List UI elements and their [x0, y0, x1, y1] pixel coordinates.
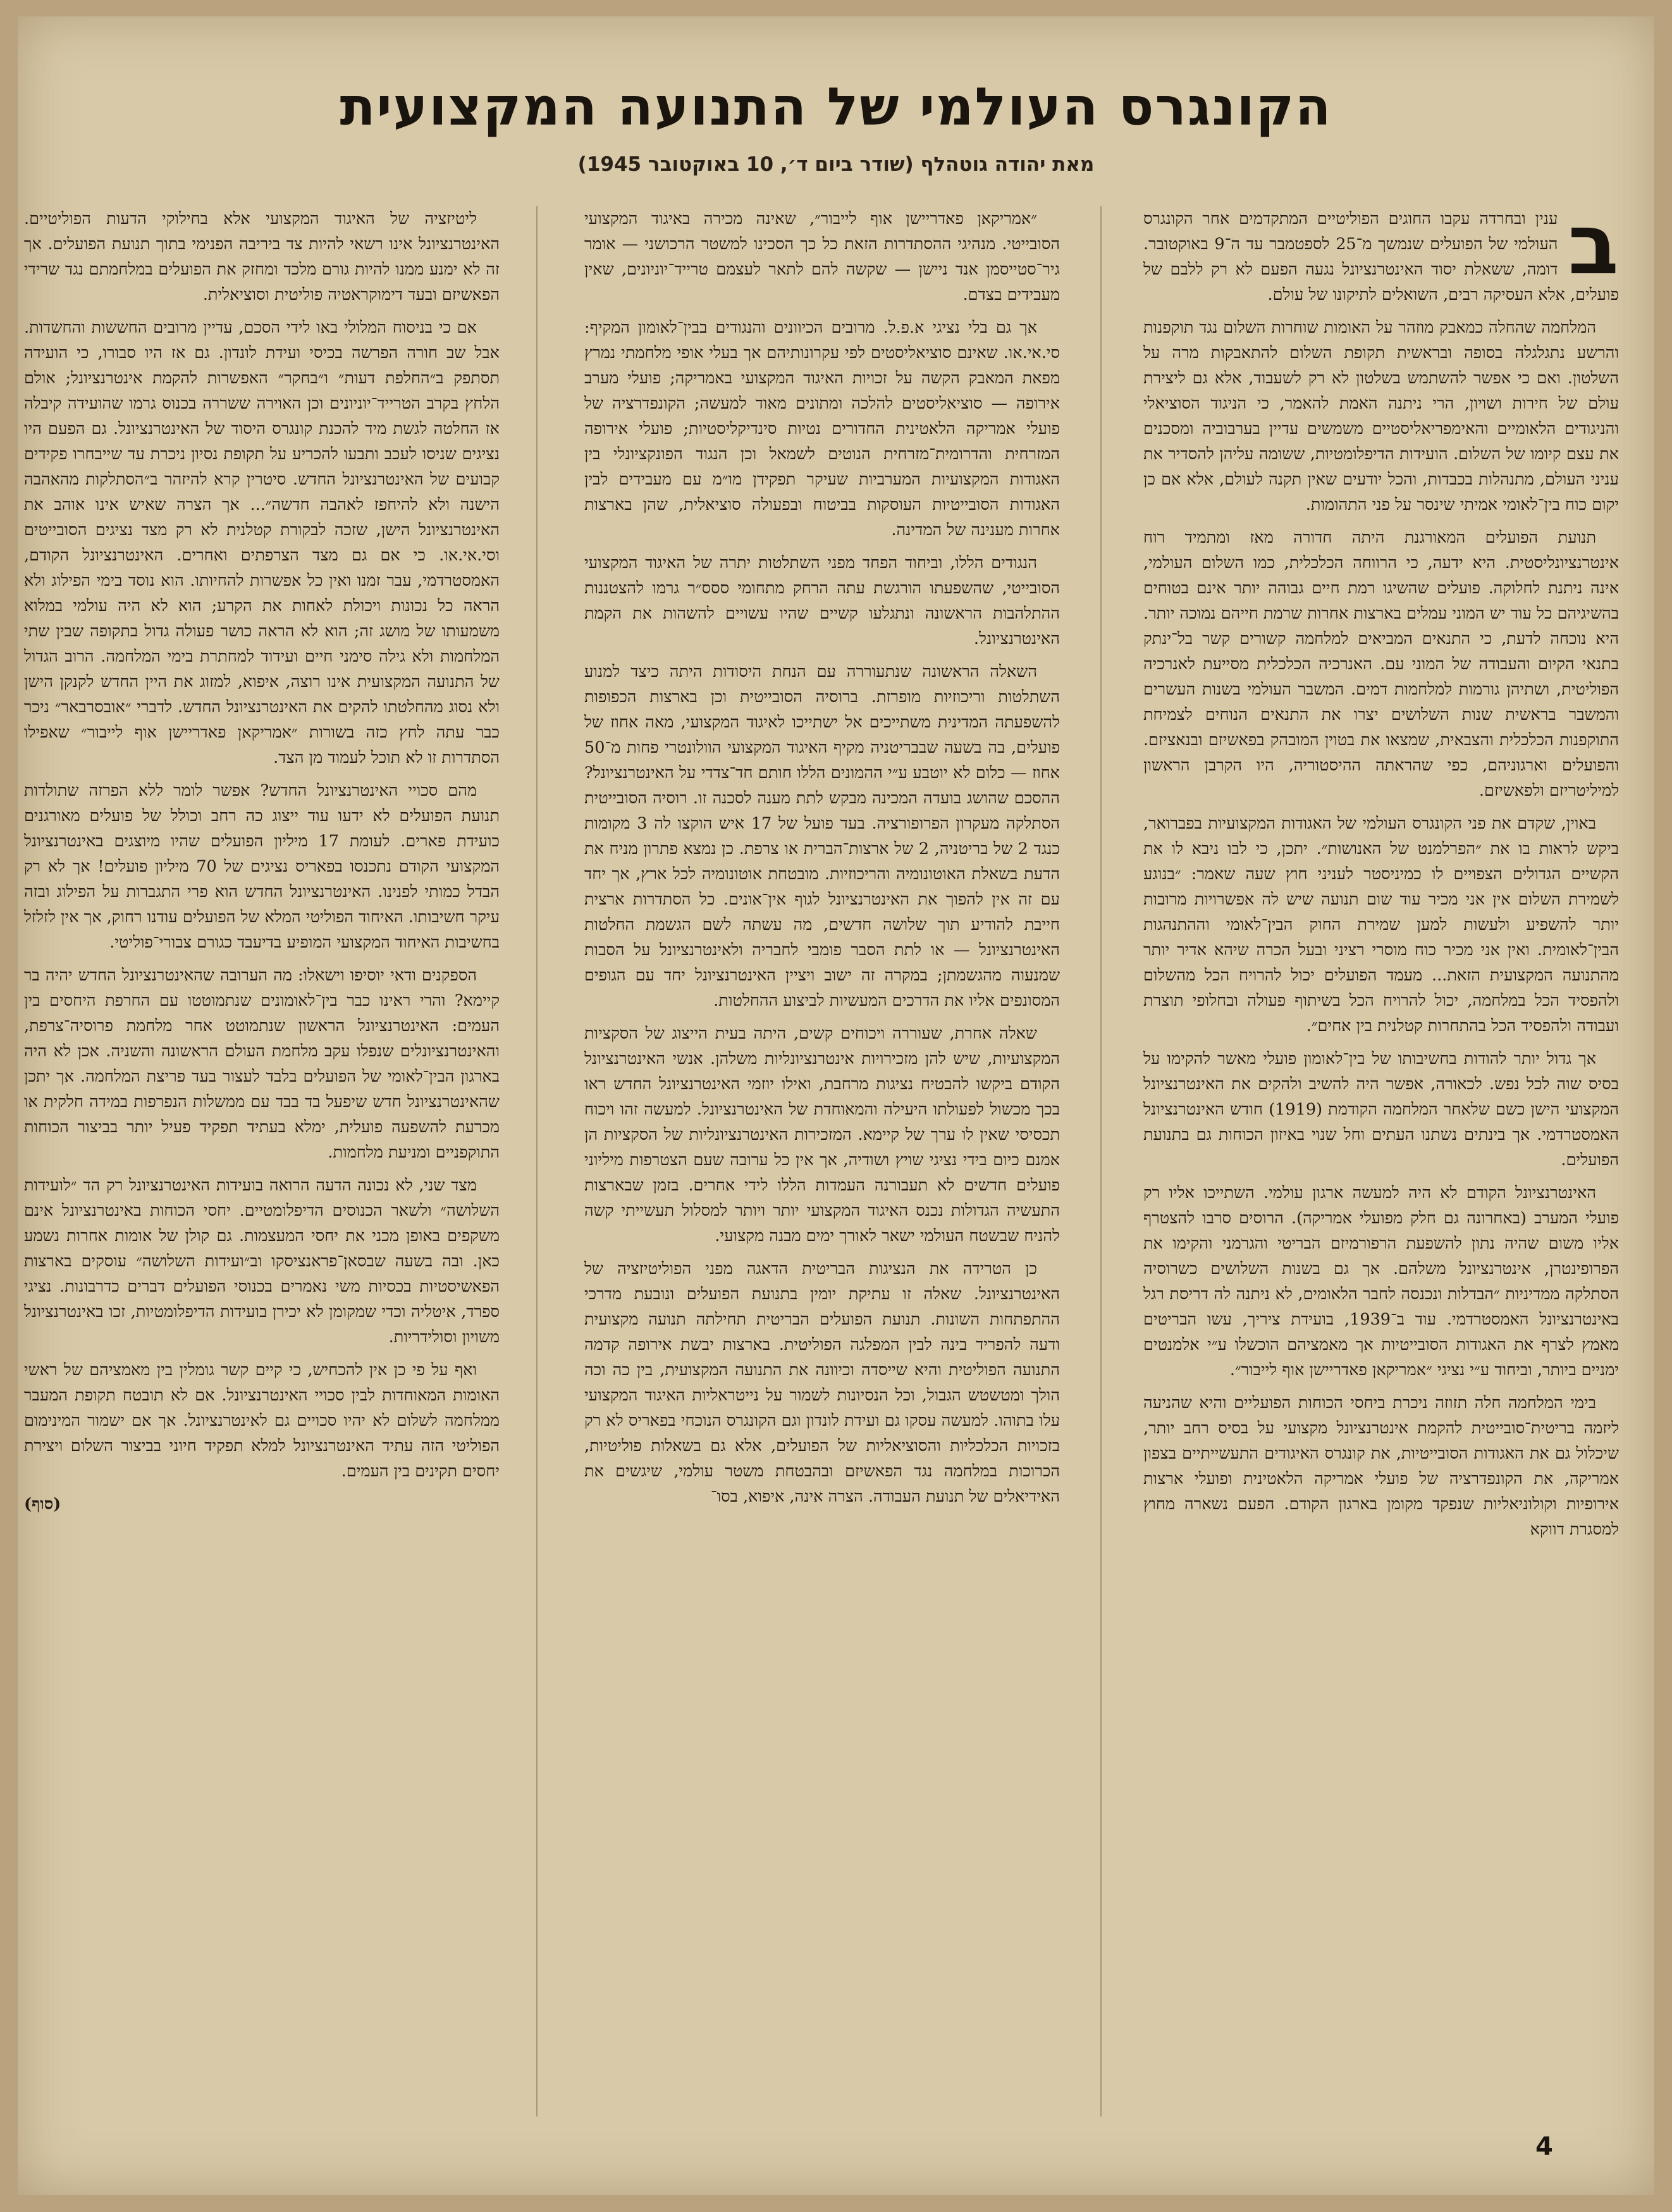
- newspaper-page: [18, 16, 1654, 2195]
- paragraph: ״אמריקאן פאדריישן אוף לייבור״, שאינה מכירה באיגוד המקצועי הסובייטי. מנהיגי ההסתדרות הזאת כל כך הסכינו למשטר הרכושני — אומר גיר־סטייסמן אנד ניישן — שקשה להם לתאר לעצמם טרייד־יוניונים, שאין מעבידים בצדם.: [584, 209, 1060, 304]
- end-mark: (סוף): [24, 1495, 61, 1514]
- article-headline: הקונגרס העולמי של התנועה המקצועית: [340, 77, 1332, 137]
- column-divider: [1100, 206, 1102, 2116]
- paragraph: השאלה הראשונה שנתעוררה עם הנחת היסודות היתה כיצד למנוע השתלטות וריכוזיות מופרזת. ברוסיה הסובייטית וכן בארצות הכפופות להשפעתה המדינית משתייכים אל ישתייכו לאיגוד המקצועי, מאה אחוז של פועלים, בה בשעה שבבריטניה מקיף האיגוד המקצועי הוולונטרי פחות מ־50 אחוז — כלום לא יוטבע ע״י ההמונים הללו חותם חד־צדדי על האינטרנציונל? ההסכם שהושג בועדה המכינה מבקש לתת מענה לסכנה זו. רוסיה הסובייטית הסתלקה מעקרון הפרופורציה. בעד פועל של 17 איש הוקצו לה 3 מקומות כנגד 2 של בריטניה, 2 של ארצות־הברית או צרפת. כן נמצא פתרון מניח את הדעת בשאלת האוטונומיה והריכוזיות. מובטחת אוטונומיה לכל ארץ, אך יחד עם זה אין להפוך את האינטרנציונל לגוף אין־אונים. כל הסתדרות ארצית חייבת להודיע תוך שלושה חדשים, מה עשתה לשם הגשמת החלטות האינטרנציונל — או לתת הסבר פומבי לחבריה ולאינטרנציונל על הסבות שמנעוה מהגשמתן; במקרה זה ישוב ויציין האינטרנציונל יחד עם הגופים המסונפים אליו את הדרכים המעשיות לביצוע ההחלטות.: [584, 662, 1060, 1010]
- column-divider: [536, 206, 538, 2116]
- paragraph: בימי המלחמה חלה תזוזה ניכרת ביחסי הכוחות הפועליים והיא שהניעה ליזמה בריטית־סובייטית להקמת אינטרנציונל מקצועי על בסיס רחב יותר, שיכלול גם את האגודות הסובייטיות, את קונגרס האיגודים התעשייתיים בצפון אמריקה, את הקונפדרציה של פועלי אמריקה הלאטינית ופועלי ארצות אירופיות וקולוניאליות שנפקד מקומן בארגון הקודם. הפעם נשארה מחוץ למסגרת דווקא: [1143, 1393, 1619, 1539]
- article-column-left: [24, 206, 500, 2116]
- paragraph: ליטיזציה של האיגוד המקצועי אלא בחילוקי הדעות הפוליטיים. האינטרנציונל אינו רשאי להיות צד ביריבה הפנימי בתוך תנועת הפועלים. אך זה לא ימנע ממנו להיות גורם מלכד ומחזק את הפועלים במלחמתם נגד שרידי הפאשיזם ובעד דימוקראטיה פוליטית וסוציאלית.: [24, 209, 500, 304]
- drop-cap: ב: [1568, 206, 1619, 293]
- paragraph: אם כי בניסוח המלולי באו לידי הסכם, עדיין מרובים החששות והחשדות. אבל שב חורה הפרשה בכיסי ועידת לונדון. גם אז היו סבורו, כי הועידה תסתפק ב״החלפת דעות״ ו״בחקר״ האפשרות להקמת אינטרנציונל; אולם הלחץ בקרב הטרייד־יוניונים וכן האוירה ששררה בכנוס גרמו שהועידה קיבלה אז החלטה לגשת מיד להכנת קונגרס היסוד של האינטרנציונל. גם הפעם היו נציגים שניסו לעכב ותבעו להכריע על תקופת נסיון ניכרת עד שייבחרו פקידים קבועים של האינטרנציונל החדש. סיטרין קרא להיזהר ב״הסתלקות מהאהבה הישנה ולא להיחפז לאהבה חדשה״... אך הצרה שאיש אינו אוהב את האינטרנציונל הישן, שזכה לבקורת קטלנית לא רק מצד נציגים הסובייטים וסי.אי.או. כי אם גם מצד הצרפתים ואחרים. האינטרנציונל הקודם, האמסטרדמי, עבר זמנו ואין כל אפשרות להחיותו. הוא נוסד בימי הפילוג ולא הראה כל נכונות ויכולת לאחות את הקרע; הוא לא היה עולמי במלוא משמעותו של מושג זה; הוא לא הראה כושר פעולה גדול בתקופה שבין שתי המלחמות ולא גילה סימני חיים ועידוד למחתרת בימי המלחמה. הרוב הגדול של התנועה המקצועית אינו רוצה, איפוא, למזוג את היין החדש לקנקן הישן ולא נסוג מהחלטתו להקים את האינטרנציונל החדש. לדברי ״אובסרבאר״ ניכר כבר עתה לחץ כזה בשורות ״אמריקאן פאדריישן אוף לייבור״ שאפילו הסתדרות זו לא תוכל לעמוד מן הצד.: [24, 318, 500, 767]
- article-column-right: [1143, 206, 1619, 2116]
- paragraph: מהם סכויי האינטרנציונל החדש? אפשר לומר ללא הפרזה שתולדות תנועת הפועלים לא ידעו עוד ייצוג כה רחב וכולל של פועלים מאורגנים כועידת פארים. לעומת 17 מיליון הפועלים שהיו מיוצגים באינטרנציונל המקצועי הקודם נתכנסו בפאריס נציגים של 70 מיליון פועלים! אך לא רק הבדל כמותי לפנינו. האינטרנציונל החדש הוא פרי התגברות על הפילוג ובזה עיקר חשיבותו. האיחוד הפוליטי המלא של הפועלים עודנו רחוק, אך אין לזלזל בחשיבות האיחוד המקצועי המופיע בדיעבד כגורם צבורי־פוליטי.: [24, 781, 500, 952]
- paragraph: ואף על פי כן אין להכחיש, כי קיים קשר גומלין בין מאמציהם של ראשי האומות המאוחדות לבין סכויי האינטרנציונל. אם לא תובטח תקופת המעבר ממלחמה לשלום לא יהיו סכויים גם לאינטרנציונל. אך אם ישמור המינימום הפוליטי הזה עתיד האינטרנציונל למלא תפקיד חיוני בביצור השלום ויצירת יחסים תקינים בין העמים.: [24, 1361, 500, 1481]
- paragraph: באוין, שקדם את פני הקונגרס העולמי של האגודות המקצועיות בפברואר, ביקש לראות בו את ״הפרלמנט של האנושות״. יתכן, כי לבו ניבא לו את הקשיים הגדולים הצפויים לו כמיניסטר לעניני חוץ שעה שאמר: ״בנוגע לשמירת השלום אין אני מכיר עוד שום תנועה שיש לה אפשרויות מרובות יותר להשפיע ולעשות למען שמירת החוק הבין־לאומי וההתנהגות הבין־לאומית. ואין אני מכיר כוח מוסרי רציני ובעל הכרה שיהא אדיר יותר מהתנועה המקצועית הזאת... מעמד הפועלים יכול להרויח הכל מהשלום ולהפסיד הכל במלחמה, יכול להרויח הכל בשיתוף פעולה ובחלופי תוצרת ועבודה ולהפסיד הכל בהתחרות קטלנית בין אחים״.: [1143, 814, 1619, 1035]
- paragraph: המלחמה שהחלה כמאבק מוזהר על האומות שוחרות השלום נגד תוקפנות והרשע נתגלגלה בסופה ובראשית תקופת השלום להתאבקות מרה על השלטון. ואם כי אפשר להשתמש בשלטון לא רק לשעבוד, אלא גם ליצירת עולם של חירות ושויון, הרי ניתנה האמת להאמר, כי הניגוד הסוציאלי והניגודים הלאומיים והאימפריאליסטיים משמשים עדיין בערבוביה ומסכנים את עצם קיומו של השלום. הועידות הדיפלומטיות, ששומה עליהן להסדיר את עניני העולם, מתנהלות בכבדות, והכל יודעים שאין תקנה לעולם, אלא אם כן יקום כוח בין־לאומי אמיתי שינסר על פני התהומות.: [1143, 318, 1619, 514]
- paragraph: הנגודים הללו, וביחוד הפחד מפני השתלטות יתרה של האיגוד המקצועי הסובייטי, שהשפעתו הורגשת עתה הרחק מתחומי ססס״ר גרמו להצטננות ההתלהבות הראשונה ונתגלעו קשיים שהיו עשויים להשהות את הקמת האינטרנציונל.: [584, 553, 1060, 648]
- paragraph: [1143, 206, 1619, 307]
- paragraph: האינטרנציונל הקודם לא היה למעשה ארגון עולמי. השתייכו אליו רק פועלי המערב (באחרונה גם חלק מפועלי אמריקה). הרוסים סרבו להצטרף אליו משום שהיה נתון להשפעת הרפורמיזם הבריטי והגרמני והקימו את הפרופינטרן, אינטרנציונל משלהם. אך גם בשנות השלושים כשרוסיה הסתלקה ממדיניות ״הבדלות ונכנסה לחבר הלאומים, לא ניתנה לה דריסת רגל באינטרנציונל האמסטרדמי. עוד ב־1939, בועידת ציריך, עשו הבריטים מאמץ לצרף את האגודות הסובייטיות אך מאמציהם הוכשלו ע״י אלמנטים ימניים ביותר, וביחוד ע״י נציגי ״אמריקאן פאדריישן אוף לייבור״.: [1143, 1183, 1619, 1380]
- page-number: 4: [1535, 2132, 1553, 2161]
- paragraph: אך גם בלי נציגי א.פ.ל. מרובים הכיוונים והנגודים בבין־לאומון המקיף: סי.אי.או. שאינם סוציאליסטים לפי עקרונותיהם אך בעלי אופי מלחמתי נמרץ מפאת המאבק הקשה על זכויות האיגוד המקצועי באמריקה; פועלי מערב אירופה — סוציאליסטים להלכה ומתונים מאוד למעשה; הקונפדרציה של פועלי אמריקה הלאטינית החדורים נטיות סינדיקליסטיות; פועלי אירופה המזרחית והדרומית־מזרחית הנוטים לשמאל וכן הנגוד הפונקציונלי בין האגודות המקצועיות המערביות שעיקר תפקידן מו״מ עם מעבידים לבין האגודות הסובייטיות העוסקות בביטוח ובפעולה סוציאלית, שהן בארצות אחרות מענינה של המדינה.: [584, 318, 1060, 540]
- paragraph: כן הטרידה את הנציגות הבריטית הדאגה מפני הפוליטיזציה של האינטרנציונל. שאלה זו עתיקת יומין בתנועת הפועלים ונובעת מדרכי ההתפתחות השונות. תנועת הפועלים הבריטית תחילתה תנועה מקצועית ודעה להפריד בינה לבין המפלגה הפוליטית. בארצות יבשת אירופה קדמה התנועה הפוליטית והיא שייסדה וכיוונה את התנועה המקצועית, בין כה וכה הולך ומטשטש הגבול, וכל הנסיונות לשמור על נייטראליות האיגוד המקצועי עלו בתוהו. למעשה עסקו גם ועידת לונדון וגם הקונגרס הנוכחי בפאריס לא רק בזכויות הכלכליות והסוציאליות של הפועלים, אלא גם בשאלות פוליטיות, הכרוכות במלחמה נגד הפאשיזם ובהבטחת משטר עולמי, שיגשים את האידיאלים של תנועת העבודה. הצרה אינה, איפוא, בסו־: [584, 1259, 1060, 1506]
- paragraph: תנועת הפועלים המאורגנת היתה חדורה מאז ומתמיד רוח אינטרנציונליסטית. היא ידעה, כי הרווחה הכלכלית, כמו השלום העולמי, אינה ניתנת לחלוקה. פועלים שהשיגו רמת חיים גבוהה יותר אינם בטוחים בהשיגיהם כל עוד יש המוני עמלים בארצות אחרות שרמת חייהם נמוכה יותר. היא נוכחה לדעת, כי התנאים המביאים למלחמה קשורים קשר בל־ינתק בתנאי הקיום והעבודה של המוני עם. האנרכיה הכלכלית מסייעת לאנרכיה הפוליטית, ושתיהן גורמות למלחמות דמים. המשבר העולמי בשנות העשרים והמשבר בראשית שנות השלושים יצרו את התנאים הנוחים לצמיחת התוקפנות הכלכלית והצבאית, שמצאו את בטוין המובהק בפאשיזם ובנאציזם. והפועלים וארגוניהם, כפי שהראתה ההיסטוריה, היו הקרבן הראשון למיליטריזם ולפאשיזם.: [1143, 528, 1619, 800]
- paragraph: אך גדול יותר להודות בחשיבותו של בין־לאומון פועלי מאשר להקימו על בסיס שוה לכל נפש. לכאורה, אפשר היה להשיב ולהקים את האינטרנציונל המקצועי הישן כשם שלאחר המלחמה הקודמת (1919) חודש האינטרנציונל האמסטרדמי. אך בינתים נשתנו העתים וחל שנוי באיזון הכוחות גם בתנועת הפועלים.: [1143, 1049, 1619, 1170]
- paragraph-text: ענין ובחרדה עקבו החוגים הפוליטיים המתקדמים אחר הקונגרס העולמי של הפועלים שנמשך מ־25 לספטמבר עד ה־9 באוקטובר. דומה, ששאלת יסוד האינטרנציונל נגעה הפעם לא רק ללבם של פועלים, אלא העסיקה רבים, השואלים לתיקונו של עולם.: [1143, 209, 1619, 304]
- article-byline: מאת יהודה גוטהלף (שודר ביום ד׳, 10 באוקטובר 1945): [577, 153, 1095, 176]
- paragraph: מצד שני, לא נכונה הדעה הרואה בועידות האינטרנציונל רק הד ״לועידות השלושה״ ולשאר הכנוסים הדיפלומטיים. יחסי הכוחות באינטרנציונל אינם משקפים באופן מכני את יחסי המעצמות. גם קולן של אומות אחרות נשמע כאן. ובה בשעה שבסאן־פראנציסקו וב״ועידות השלושה״ עוסקים בארצות הפאשיסטיות בכסיות משי נאמרים בכנוסי הפועלים דברים כדרבונות. נציגי ספרד, איטליה וכדי שמקומן לא יכירן בועידות הדיפלומטיות, זכו באינטרנציונל משויון וסולידריות.: [24, 1176, 500, 1347]
- paragraph: שאלה אחרת, שעוררה ויכוחים קשים, היתה בעית הייצוג של הסקציות המקצועיות, שיש להן מזכירויות אינטרנציונליות משלהן. אנשי האינטרנציונל הקודם ביקשו להבטיח נציגות מרחבת, ואילו יוזמי האינטרנציונל החדש ראו בכך מכשול לפעולתו היעילה והמאוחדת של האינטרנציונל. למעשה זהו ויכוח תכסיסי שאין לו ערך של קיימא. המזכירות האינטרנציונליות של הסקציות הן אמנם כיום בידי נציגי שויץ ושודיה, אך אין כל ערובה שעם הצטרפות מיליוני פועלים חדשים לא תעבורנה העמדות הללו לידי אחרים. בזמן שבארצות התעשיה הגדולות נכנס האיגוד המקצועי יותר ויותר למסלול תעשייתי קשה להניח שבשטח העולמי ישאר לאורך ימים מבנה מקצועי.: [584, 1024, 1060, 1245]
- paragraph: הספקנים ודאי יוסיפו וישאלו: מה הערובה שהאינטרנציונל החדש יהיה בר קיימא? והרי ראינו כבר בין־לאומונים שנתמוטטו עם החרפת היחסים בין העמים: האינטרנציונל הראשון שנתמוטט אחר מלחמת פרוסיה־צרפת, והאינטרנציונלים שנפלו עקב מלחמת העולם הראשונה והשניה. אכן לא היה בארגון הבין־לאומי של הפועלים בלבד לעצור בעד פריצת המלחמה. אך יתכן שהאינטרנציונל חדש שיפעל בד בבד עם ממשלות הנפרפות במידה חלקית או מכרעת להשפעה פועלית, ימלא בעתיד תפקיד פעיל יותר בביצור הכוחות התוקפניים ומניעת מלחמות.: [24, 966, 500, 1162]
- article-column-middle: [584, 206, 1060, 2116]
